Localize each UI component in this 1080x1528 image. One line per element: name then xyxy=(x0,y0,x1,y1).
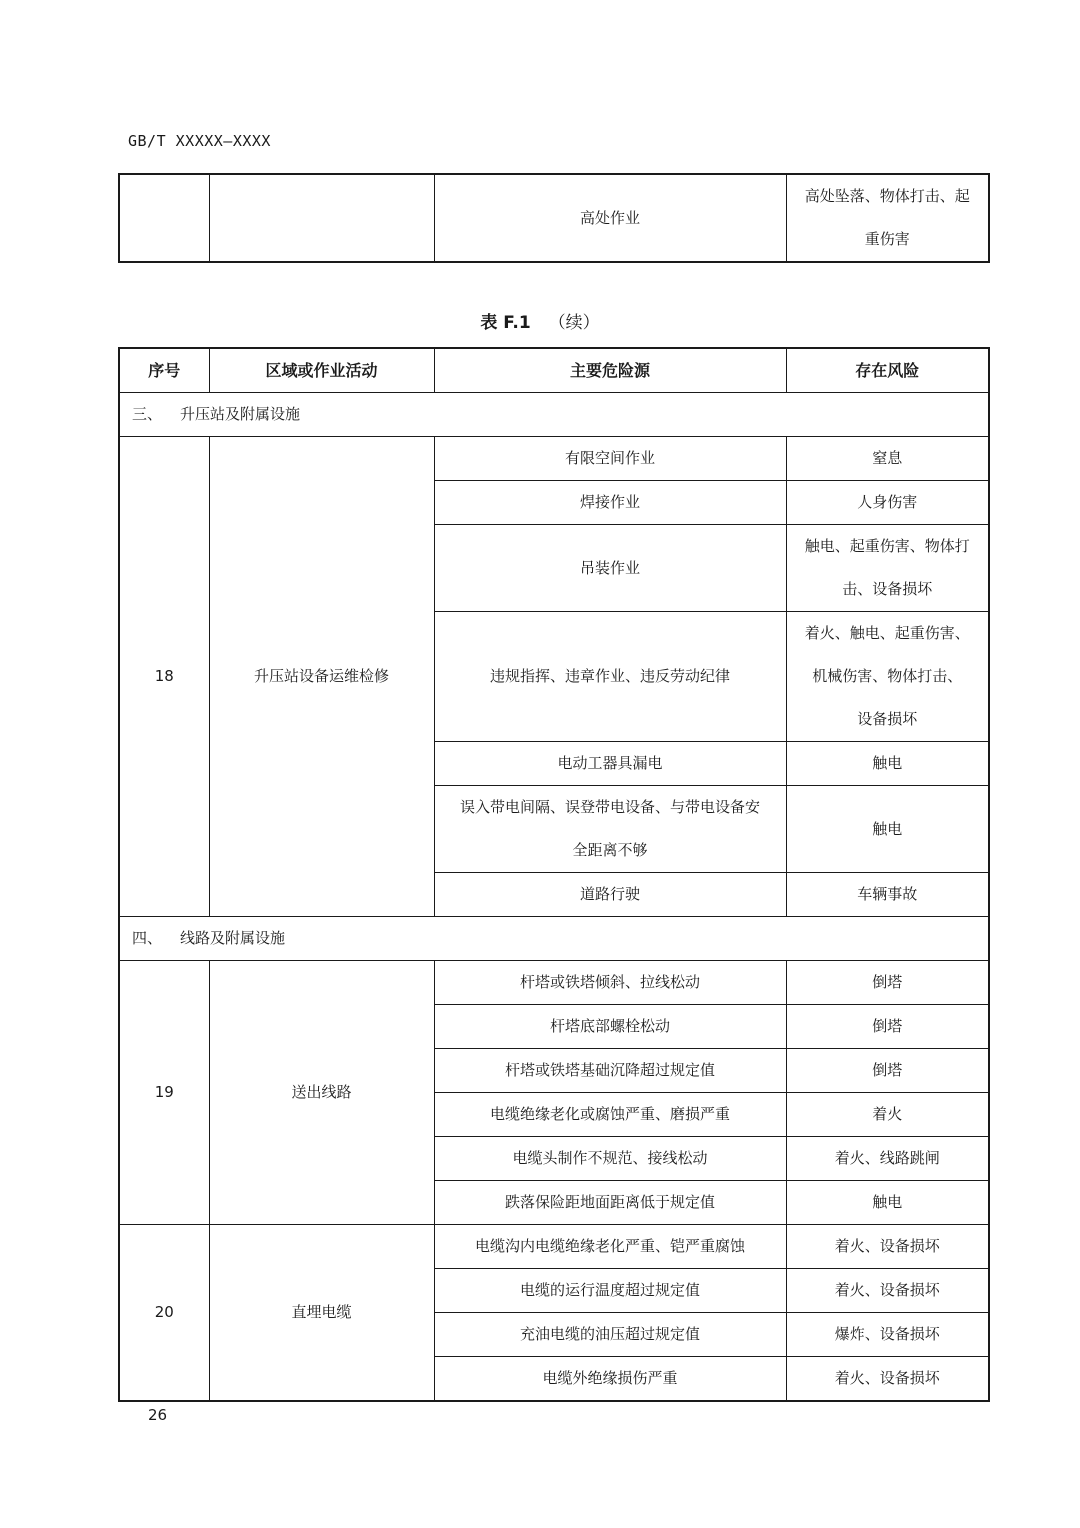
section-number: 三、 xyxy=(132,405,163,423)
hazard-cell: 电动工器具漏电 xyxy=(434,742,786,786)
risk-cell: 倒塔 xyxy=(786,961,989,1005)
risk-line: 击、设备损坏 xyxy=(842,580,933,598)
section-label: 升压站及附属设施 xyxy=(180,405,301,423)
section-row xyxy=(119,917,989,961)
hazard-cell xyxy=(434,786,786,873)
risk-cell: 爆炸、设备损坏 xyxy=(786,1313,989,1357)
table-row xyxy=(119,961,989,1005)
continuation-table xyxy=(118,173,990,263)
risk-cell xyxy=(786,612,989,742)
risk-cell: 人身伤害 xyxy=(786,481,989,525)
hazard-cell: 电缆沟内电缆绝缘老化严重、铠严重腐蚀 xyxy=(434,1225,786,1269)
no-cell: 20 xyxy=(119,1225,209,1402)
area-cell: 升压站设备运维检修 xyxy=(209,437,434,917)
risk-cell xyxy=(786,525,989,612)
hazard-cell: 有限空间作业 xyxy=(434,437,786,481)
col-header-area: 区域或作业活动 xyxy=(209,348,434,393)
risk-cell: 着火、设备损坏 xyxy=(786,1225,989,1269)
hazard-cell: 电缆头制作不规范、接线松动 xyxy=(434,1137,786,1181)
risk-line: 重伤害 xyxy=(864,230,910,248)
risk-cell: 触电 xyxy=(786,1181,989,1225)
table-row xyxy=(119,1225,989,1269)
risk-cell: 车辆事故 xyxy=(786,873,989,917)
area-cell: 送出线路 xyxy=(209,961,434,1225)
risk-cell: 触电 xyxy=(786,742,989,786)
risk-line: 着火、触电、起重伤害、 xyxy=(804,624,970,642)
hazard-cell: 杆塔底部螺栓松动 xyxy=(434,1005,786,1049)
hazard-cell: 焊接作业 xyxy=(434,481,786,525)
no-cell xyxy=(119,174,209,262)
hazard-cell: 电缆绝缘老化或腐蚀严重、磨损严重 xyxy=(434,1093,786,1137)
risk-line: 设备损坏 xyxy=(857,710,918,728)
hazard-cell: 吊装作业 xyxy=(434,525,786,612)
col-header-hazard: 主要危险源 xyxy=(434,348,786,393)
section-title xyxy=(119,393,989,437)
risk-cell: 倒塔 xyxy=(786,1005,989,1049)
hazard-cell: 杆塔或铁塔倾斜、拉线松动 xyxy=(434,961,786,1005)
hazard-cell: 电缆外绝缘损伤严重 xyxy=(434,1357,786,1402)
section-label: 线路及附属设施 xyxy=(180,929,286,947)
risk-cell: 着火、设备损坏 xyxy=(786,1357,989,1402)
area-cell: 直埋电缆 xyxy=(209,1225,434,1402)
risk-cell: 着火、线路跳闸 xyxy=(786,1137,989,1181)
section-row xyxy=(119,393,989,437)
section-number: 四、 xyxy=(132,929,163,947)
page-number: 26 xyxy=(148,1406,168,1424)
hazard-cell: 充油电缆的油压超过规定值 xyxy=(434,1313,786,1357)
hazard-cell: 杆塔或铁塔基础沉降超过规定值 xyxy=(434,1049,786,1093)
no-cell: 19 xyxy=(119,961,209,1225)
area-cell xyxy=(209,174,434,262)
risk-line: 高处坠落、物体打击、起 xyxy=(804,187,970,205)
hazard-cell: 电缆的运行温度超过规定值 xyxy=(434,1269,786,1313)
col-header-risk: 存在风险 xyxy=(786,348,989,393)
hazard-cell: 跌落保险距地面距离低于规定值 xyxy=(434,1181,786,1225)
hazard-line: 误入带电间隔、误登带电设备、与带电设备安 xyxy=(459,798,760,816)
caption-label: 表 F.1 xyxy=(480,313,531,333)
risk-cell: 窒息 xyxy=(786,437,989,481)
risk-cell: 触电 xyxy=(786,786,989,873)
hazard-cell: 违规指挥、违章作业、违反劳动纪律 xyxy=(434,612,786,742)
col-header-no: 序号 xyxy=(119,348,209,393)
risk-cell: 着火 xyxy=(786,1093,989,1137)
hazard-line: 全距离不够 xyxy=(572,841,648,859)
risk-line: 触电、起重伤害、物体打 xyxy=(804,537,970,555)
hazard-cell: 高处作业 xyxy=(434,174,786,262)
document-code: GB/T XXXXX—XXXX xyxy=(128,132,271,150)
section-title xyxy=(119,917,989,961)
table-row xyxy=(119,437,989,481)
risk-cell xyxy=(786,174,989,262)
risk-line: 机械伤害、物体打击、 xyxy=(812,667,963,685)
risk-table xyxy=(118,347,990,1402)
table-row xyxy=(119,174,989,262)
caption-continued: （续） xyxy=(548,313,600,333)
risk-cell: 倒塔 xyxy=(786,1049,989,1093)
table-caption xyxy=(0,308,1080,333)
no-cell: 18 xyxy=(119,437,209,917)
hazard-cell: 道路行驶 xyxy=(434,873,786,917)
risk-cell: 着火、设备损坏 xyxy=(786,1269,989,1313)
header-row xyxy=(119,348,989,393)
